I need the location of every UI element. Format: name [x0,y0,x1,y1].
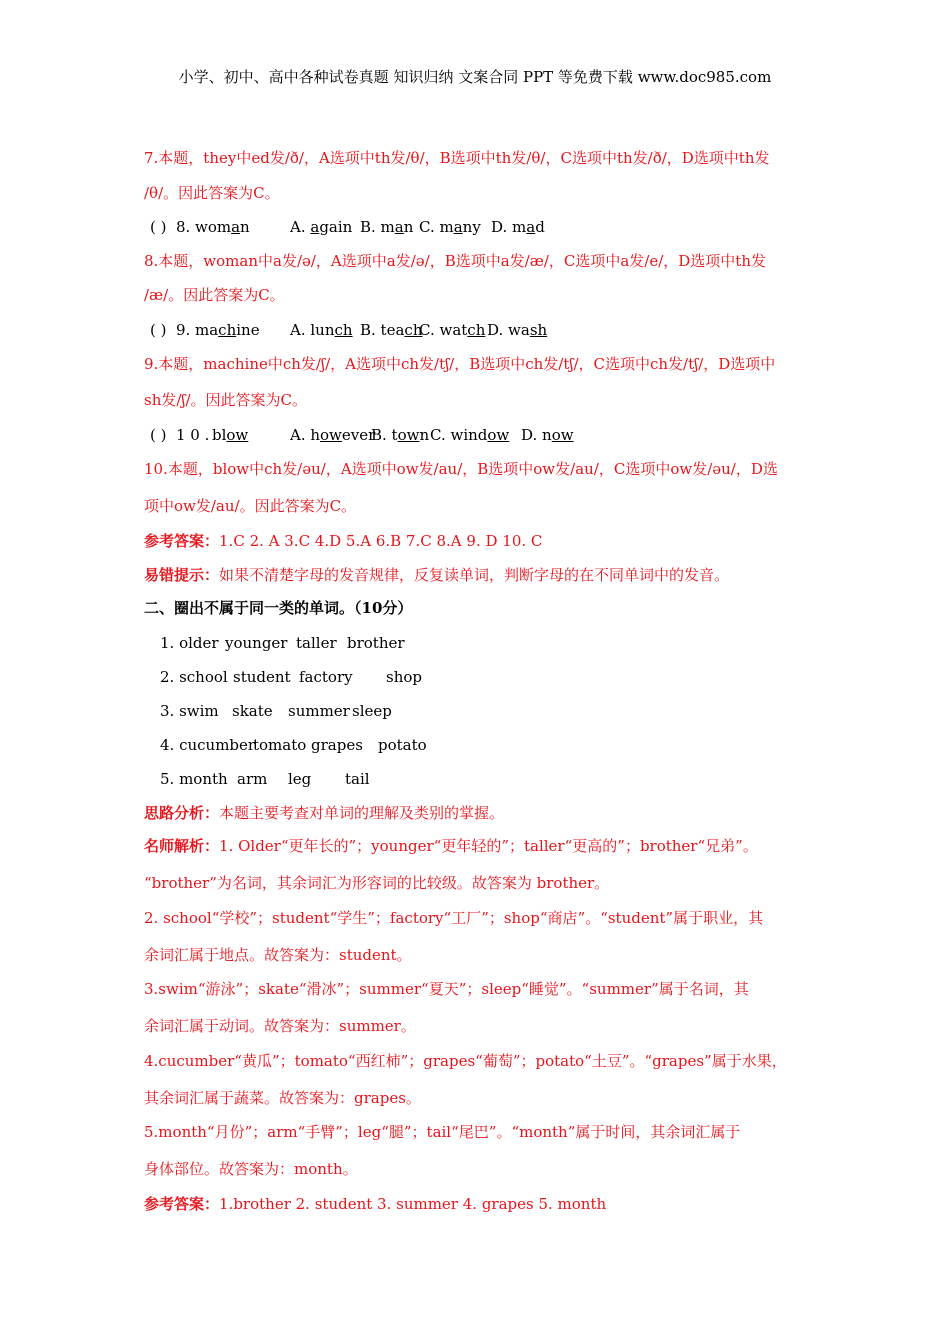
word-group-4-item: 4. cucumber [160,736,256,754]
explanation-text: 1. Older“更年长的”；younger“更年轻的”；taller“更高的”；brother“兄弟”。 [219,837,758,855]
error-tip [144,565,824,585]
q9-explanation-line2: sh发/ʃ/。因此答案为C。 [144,391,308,409]
word-group-5-item: 5. month [160,770,228,788]
analysis-text: 本题主要考查对单词的理解及类别的掌握。 [219,804,505,822]
q10-option-c: C. window [430,426,510,444]
q9-number: 9. [176,321,191,339]
q9-option-b: B. teach [360,321,423,339]
word-group-2-item: student [233,668,291,686]
error-tip-label: 易错提示： [144,566,220,584]
q8-number: 8. [176,218,191,236]
word-group-2-item: shop [386,668,422,686]
answer-key-1-text: 1.C 2. A 3.C 4.D 5.A 6.B 7.C 8.A 9. D 10. C [219,532,543,550]
q10-paren: ( ) [150,426,167,444]
q7-explanation-line1: 7.本题，they中ed发/ð/，A选项中th发/θ/，B选项中th发/θ/，C选项中th发/ð/，D选项中th发 [144,149,770,167]
q10-explanation-line1: 10.本题，blow中ch发/əu/，A选项中ow发/au/，B选项中ow发/au/，C选项中ow发/əu/，D选 [144,460,778,478]
word-group-4-item: tomato [253,736,307,754]
section-2-title: 二、圈出不属于同一类的单词。（10分） [144,599,413,617]
word-group-5-item: tail [345,770,370,788]
q9-option-c: C. watch [419,321,486,339]
q9-explanation-line1: 9.本题，machine中ch发/ʃ/，A选项中ch发/tʃ/，B选项中ch发/tʃ/，C选项中ch发/tʃ/，D选项中 [144,355,776,373]
error-tip-text: 如果不清楚字母的发音规律，反复读单词，判断字母的在不同单词中的发音。 [219,566,730,584]
q9-word: machine [195,321,260,339]
answer-key-2-label: 参考答案： [144,1195,220,1213]
explanation-line7: 4.cucumber“黄瓜”；tomato“西红柿”；grapes“葡萄”；potato“土豆”。“grapes”属于水果， [144,1052,787,1070]
answer-key-1 [144,531,824,551]
explanation-line1 [144,836,824,856]
word-group-4-item: potato [378,736,427,754]
explanation-line5: 3.swim“游泳”；skate“滑冰”；summer“夏天”；sleep“睡觉”。“summer”属于名词，其 [144,980,749,998]
word-group-3-item: 3. swim [160,702,219,720]
q7-explanation-line2: /θ/。因此答案为C。 [144,184,280,202]
q9-paren: ( ) [150,321,167,339]
explanation-line10: 身体部位。故答案为：month。 [144,1160,358,1178]
q8-explanation-line2: /æ/。因此答案为C。 [144,286,285,304]
explanation-line8: 其余词汇属于蔬菜。故答案为：grapes。 [144,1089,421,1107]
q10-option-d: D. now [521,426,574,444]
q8-option-d: D. mad [491,218,545,236]
word-group-3-item: sleep [352,702,392,720]
q8-option-a: A. again [290,218,353,236]
word-group-3-item: skate [232,702,273,720]
q10-number: 1 0 . [176,426,210,444]
answer-key-2 [144,1194,824,1214]
q8-paren: ( ) [150,218,167,236]
q8-option-b: B. man [360,218,414,236]
explanation-line6: 余词汇属于动词。故答案为：summer。 [144,1017,416,1035]
q9-option-a: A. lunch [290,321,353,339]
q8-explanation-line1: 8.本题，woman中a发/ə/，A选项中a发/ə/，B选项中a发/æ/，C选项中a发/e/，D选项中th发 [144,252,766,270]
word-group-3-item: summer [288,702,350,720]
explanation-label: 名师解析： [144,837,220,855]
q8-word: woman [195,218,250,236]
word-group-1-item: younger [225,634,288,652]
answer-key-2-text: 1.brother 2. student 3. summer 4. grapes 5. month [219,1195,607,1213]
q10-explanation-line2: 项中ow发/au/。因此答案为C。 [144,497,357,515]
word-group-2-item: 2. school [160,668,228,686]
word-group-1-item: taller [296,634,337,652]
explanation-line2: “brother”为名词，其余词汇为形容词的比较级。故答案为 brother。 [144,874,610,892]
analysis-label: 思路分析： [144,804,220,822]
q8-option-c: C. many [419,218,481,236]
analysis [144,803,824,823]
q10-option-b: B. town [371,426,430,444]
q9-option-d: D. wash [487,321,548,339]
word-group-5-item: leg [288,770,312,788]
q10-word: blow [212,426,249,444]
word-group-4-item: grapes [311,736,363,754]
word-group-1-item: 1. older [160,634,219,652]
answer-key-1-label: 参考答案： [144,532,220,550]
word-group-5-item: arm [237,770,268,788]
explanation-line4: 余词汇属于地点。故答案为：student。 [144,946,412,964]
explanation-line9: 5.month“月份”；arm“手臂”；leg“腿”；tail“尾巴”。“month”属于时间，其余词汇属于 [144,1123,741,1141]
page-header: 小学、初中、高中各种试卷真题 知识归纳 文案合同 PPT 等免费下载 www.doc985.com [178,68,772,86]
word-group-2-item: factory [299,668,353,686]
word-group-1-item: brother [347,634,405,652]
explanation-line3: 2. school“学校”；student“学生”；factory“工厂”；shop“商店”。“student”属于职业，其 [144,909,764,927]
q10-option-a: A. however [290,426,376,444]
